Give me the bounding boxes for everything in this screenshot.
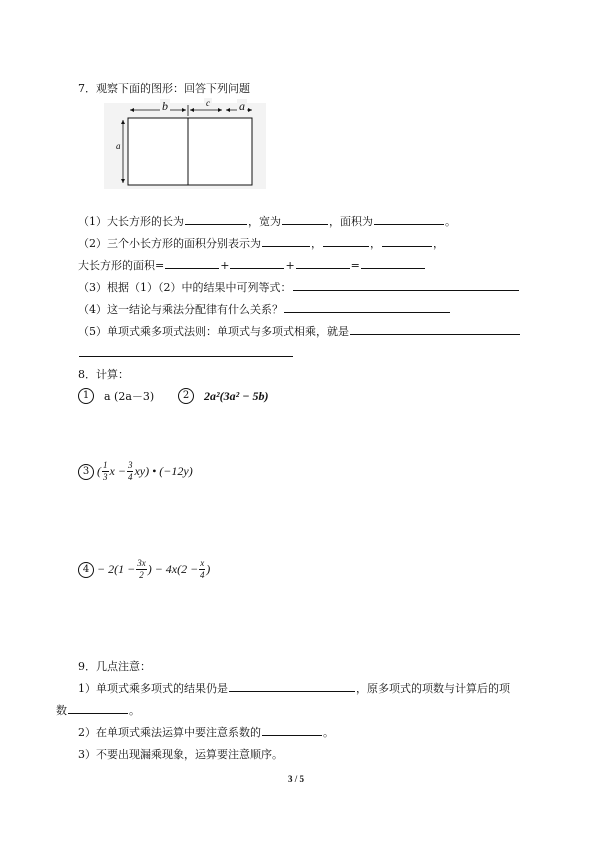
label-a: a — [239, 99, 245, 113]
q7-line-2 — [78, 235, 444, 251]
fraction-1-3 — [102, 460, 109, 483]
label-b: b — [162, 99, 168, 113]
blank-area[interactable] — [374, 213, 444, 225]
q7-l3-eq: = — [350, 259, 360, 272]
q8-p3-f1-den: 3 — [103, 472, 108, 482]
q7-l2-sep2: ， — [370, 237, 381, 250]
q9-l2-post: 。 — [323, 726, 334, 739]
q9-line-1 — [78, 680, 510, 696]
q7-line-4 — [78, 279, 520, 295]
q8-p4-f2-den: 4 — [199, 570, 205, 580]
q7-line-6 — [78, 323, 521, 339]
q8-p3-mid: x − — [109, 464, 126, 478]
q7-line-6b — [78, 345, 294, 360]
q9-title: 9．几点注意： — [78, 660, 151, 673]
q9-l1b-post: 。 — [129, 704, 140, 717]
fraction-x-4 — [199, 558, 205, 581]
label-height: a — [116, 141, 121, 151]
q7-l2-sep3: ， — [433, 237, 444, 250]
q9-line-3: 3）不要出现漏乘现象，运算要注意顺序。 — [78, 748, 283, 761]
fraction-3x-2 — [136, 558, 147, 581]
q9-l1-pre: 1）单项式乘多项式的结果仍是 — [78, 682, 228, 695]
blank-rule-continued[interactable] — [79, 345, 293, 357]
rectangle-diagram — [104, 103, 266, 189]
q7-l1-post: 。 — [445, 215, 456, 228]
q7-l3-pre: 大长方形的面积= — [78, 259, 165, 272]
q8-p3-tail: xy) • (−12y) — [134, 464, 193, 478]
q9-line-1b — [56, 702, 140, 718]
fraction-3-4 — [127, 460, 134, 483]
problem-number-1: 1 — [78, 388, 94, 404]
blank-relation[interactable] — [284, 301, 450, 313]
q7-line-5 — [78, 301, 451, 317]
q8-p3-f2-den: 4 — [127, 472, 133, 482]
blank-sum-1[interactable] — [165, 257, 219, 269]
q9-l2-pre: 2）在单项式乘法运算中要注意系数的 — [78, 726, 261, 739]
q8-p1-expr: a (2a－3) — [104, 390, 155, 403]
q7-l5-pre: （4）这一结论与乘法分配律有什么关系？ — [78, 303, 283, 316]
q8-problem-1 — [78, 388, 154, 404]
q7-line-1 — [78, 213, 456, 229]
q7-l1-mid1: ，宽为 — [248, 215, 281, 228]
q8-p3-open: ( — [97, 464, 101, 478]
rectangle-figure — [104, 98, 266, 189]
blank-area-3[interactable] — [382, 235, 432, 247]
blank-sum-2[interactable] — [230, 257, 284, 269]
q8-p4-mid: ) − 4x(2 − — [147, 562, 199, 576]
q7-l6-pre: （5）单项式乘多项式法则：单项式与多项式相乘，就是 — [78, 325, 349, 338]
q7-line-3 — [78, 257, 426, 273]
blank-equation[interactable] — [293, 279, 519, 291]
q8-p4-tail: ) — [206, 562, 211, 576]
q9-l1-post: ，原多项式的项数与计算后的项 — [356, 682, 510, 695]
q8-p2-expr: 2a²(3a² − 5b) — [204, 388, 269, 403]
problem-number-3: 3 — [78, 464, 94, 480]
blank-coefficient[interactable] — [262, 724, 322, 736]
blank-result-type[interactable] — [229, 680, 355, 692]
q8-p3-f1-num: 1 — [103, 460, 108, 470]
blank-sum-total[interactable] — [361, 257, 425, 269]
q7-l4-pre: （3）根据（1）（2）中的结果中可列等式： — [78, 281, 292, 294]
q7-l1-mid2: ，面积为 — [329, 215, 373, 228]
q7-l3-plus2: + — [285, 259, 295, 272]
q8-p3-f2-num: 3 — [127, 460, 133, 470]
blank-sum-3[interactable] — [296, 257, 350, 269]
blank-width[interactable] — [282, 213, 328, 225]
blank-length[interactable] — [185, 213, 247, 225]
blank-area-1[interactable] — [262, 235, 310, 247]
blank-area-2[interactable] — [323, 235, 369, 247]
q8-title: 8．计算： — [78, 368, 129, 381]
q8-problem-3 — [78, 460, 193, 483]
q7-l2-sep1: ， — [311, 237, 322, 250]
q7-l1-pre: （1）大长方形的长为 — [78, 215, 184, 228]
q8-p4-f1-num: 3x — [137, 558, 146, 568]
label-c: c — [206, 98, 210, 108]
q8-p4-lead: − 2(1 − — [97, 562, 136, 576]
q8-p4-f2-num: x — [200, 558, 205, 568]
page-number: 3 / 5 — [288, 774, 305, 784]
q8-problem-4 — [78, 558, 210, 581]
q7-l2-pre: （2）三个小长方形的面积分别表示为 — [78, 237, 261, 250]
blank-term-count[interactable] — [68, 702, 128, 714]
blank-rule[interactable] — [350, 323, 520, 335]
problem-number-2: 2 — [178, 388, 194, 404]
q7-l3-plus1: + — [220, 259, 230, 272]
problem-number-4: 4 — [78, 562, 94, 578]
q8-p4-f1-den: 2 — [139, 570, 144, 580]
q9-l1b-pre: 数 — [56, 704, 67, 717]
q8-problem-2 — [178, 388, 268, 404]
q7-title: 7．观察下面的图形：回答下列问题 — [78, 82, 250, 95]
q9-line-2 — [78, 724, 334, 740]
